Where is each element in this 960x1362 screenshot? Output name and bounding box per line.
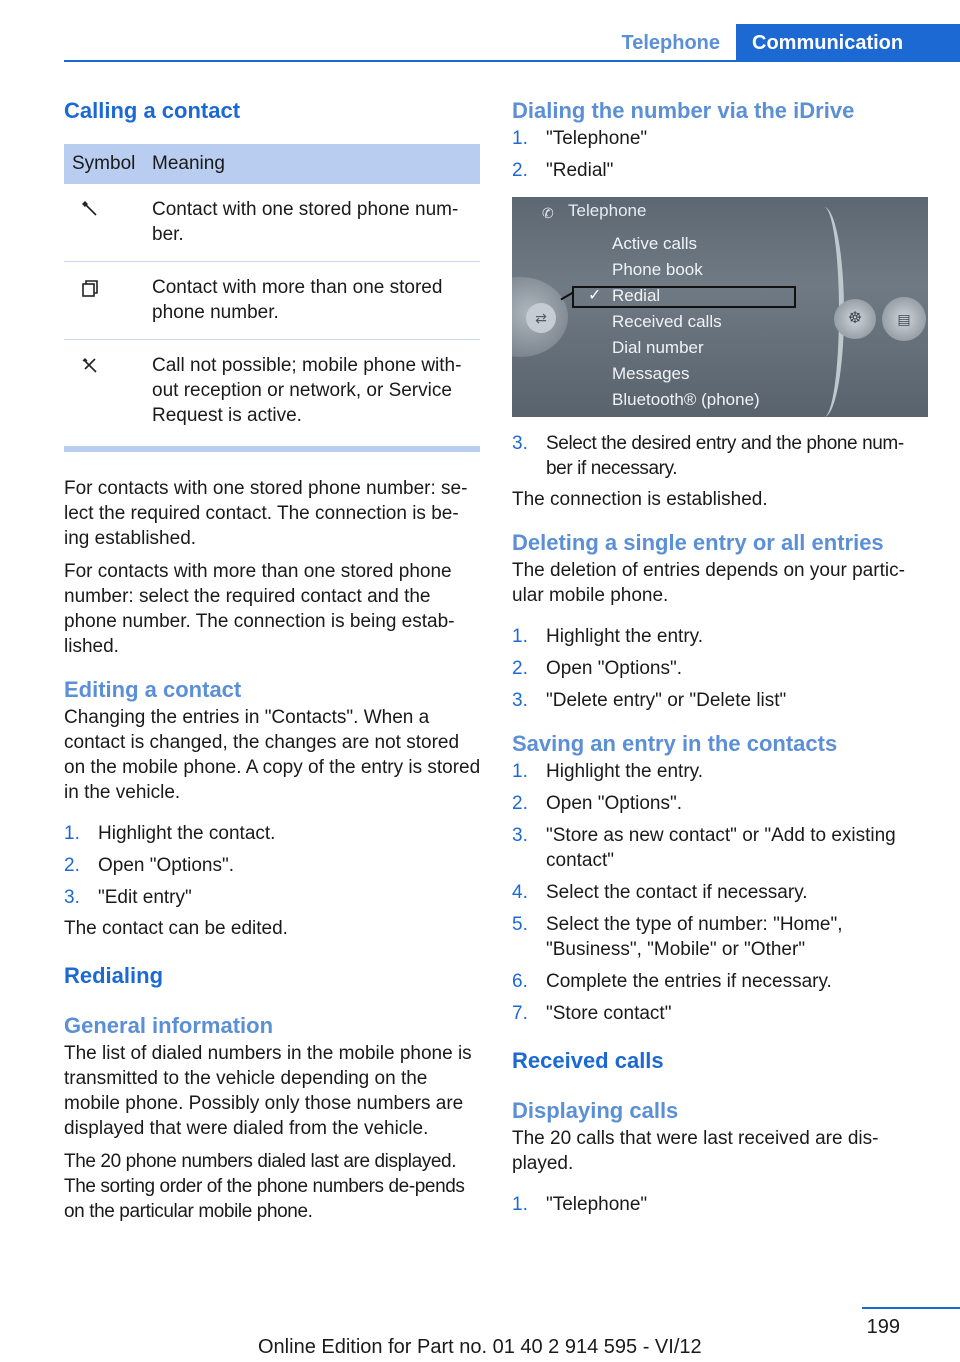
col-meaning: Meaning [152,153,225,174]
editing-paragraph: Changing the entries in "Contacts". When a contact is changed, the changes are not stored on the mobile phone. A copy of the entry is stored in the vehicle. [64,707,481,803]
step-text: Highlight the entry. [546,761,704,782]
table-cell-meaning: Contact with one stored phone num-ber. [152,199,459,245]
step-number: 2. [512,793,528,814]
menu-item-bluetooth[interactable]: Bluetooth® (phone) [612,390,760,409]
page-number: 199 [866,1316,900,1338]
step-number: 7. [512,1003,528,1024]
list-item [512,823,928,873]
step-number: 2. [512,658,528,679]
redialing-heading: Redialing [64,963,164,988]
list-item [512,880,928,905]
step-text: Complete the entries if necessary. [546,971,832,992]
col-symbol: Symbol [72,153,136,174]
step-text: Highlight the entry. [546,626,704,647]
step-number: 2. [512,160,528,181]
step-number: 1. [512,761,528,782]
list-item [64,821,482,846]
list-item [512,126,928,151]
step-text: Open "Options". [546,793,683,814]
single-contact-icon [64,197,152,247]
deleting-steps [512,624,928,713]
table-cell-meaning: Call not possible; mobile phone with-out reception or network, or Service Request is active. [152,355,462,426]
list-item [512,912,928,962]
step-text: "Store as new contact" or "Add to existing contact" [546,825,896,871]
editing-steps [64,821,482,910]
right-column [512,96,928,1217]
telephone-icon: ✆ [542,205,554,221]
step-number: 6. [512,971,528,992]
step-number: 5. [512,914,528,935]
screen-menu [612,231,760,413]
symbol-table [64,144,480,452]
step-number: 1. [64,823,80,844]
menu-item-redial[interactable]: Redial [612,286,661,305]
step-text: Open "Options". [546,658,683,679]
idrive-screen [512,197,928,417]
step-number: 3. [512,433,528,454]
step-number: 3. [512,825,528,846]
dialing-steps-continued [512,431,928,481]
header-rule [64,60,960,62]
saving-heading: Saving an entry in the contacts [512,731,838,756]
list-item [64,853,482,878]
table-row [64,262,480,340]
dialing-steps [512,126,928,183]
step-number: 4. [512,882,528,903]
general-paragraph-one: The list of dialed numbers in the mobile phone is transmitted to the vehicle depending on the mobile phone. Possibly only those numbers are displayed that were dialed from the vehicle. [64,1043,472,1139]
table-row [64,184,480,262]
step-text: Select the type of number: "Home", "Business", "Mobile" or "Other" [546,914,843,960]
saving-steps [512,759,928,1026]
edition-line: Online Edition for Part no. 01 40 2 914 595 - VI/12 [258,1336,702,1358]
step-text: "Delete entry" or "Delete list" [546,690,787,711]
displaying-paragraph: The 20 calls that were last received are dis-played. [512,1128,879,1174]
menu-item-phone-book[interactable]: Phone book [612,260,703,279]
step-text: "Store contact" [546,1003,672,1024]
step-text: "Telephone" [546,128,648,149]
displaying-calls-heading: Displaying calls [512,1098,679,1123]
list-item [512,158,928,183]
list-item [64,885,482,910]
general-information-heading: General information [64,1013,274,1038]
table-footer-bar [64,446,480,452]
tab-telephone[interactable]: Telephone [621,32,720,54]
options-icon: ▤ [882,297,926,341]
footer-rule [862,1307,960,1309]
controller-arrows-icon: ⇄ [526,303,556,333]
menu-item-active-calls[interactable]: Active calls [612,234,698,253]
step-text: Open "Options". [98,855,235,876]
list-item [512,791,928,816]
deleting-heading: Deleting a single entry or all entries [512,530,884,555]
menu-item-messages[interactable]: Messages [612,364,690,383]
screen-title: Telephone [568,201,647,220]
step-text: Highlight the contact. [98,823,276,844]
step-text: "Edit entry" [98,887,192,908]
step-text: "Telephone" [546,1194,648,1215]
step-number: 1. [512,128,528,149]
step-text: Select the contact if necessary. [546,882,808,903]
checkmark-icon: ✓ [588,287,602,304]
editing-result: The contact can be edited. [64,918,288,939]
table-cell-meaning: Contact with more than one stored phone number. [152,277,443,323]
paragraph-multiple-numbers: For contacts with more than one stored phone number: select the required contact and the phone number. The connection is being estab-lished. [64,561,455,657]
step-number: 3. [64,887,80,908]
multi-contact-icon [64,275,152,325]
table-header [64,144,480,184]
handsfree-icon: ☸ [834,299,876,339]
step-number: 2. [64,855,80,876]
editing-contact-heading: Editing a contact [64,677,242,702]
paragraph-one-number: For contacts with one stored phone number: se-lect the required contact. The connection is be-ing established. [64,478,468,549]
list-item [512,656,928,681]
menu-item-dial-number[interactable]: Dial number [612,338,704,357]
list-item [512,759,928,784]
list-item [512,1001,928,1026]
dialing-result: The connection is established. [512,489,768,510]
left-column [64,96,482,1224]
list-item [512,624,928,649]
table-row [64,340,480,446]
step-number: 1. [512,626,528,647]
displaying-steps [512,1192,928,1217]
step-number: 1. [512,1194,528,1215]
received-calls-heading: Received calls [512,1048,664,1073]
step-text: "Redial" [546,160,614,181]
menu-item-received-calls[interactable]: Received calls [612,312,722,331]
step-number: 3. [512,690,528,711]
no-call-icon [64,353,152,428]
list-item [512,688,928,713]
list-item [512,969,928,994]
list-item [512,1192,928,1217]
calling-contact-heading: Calling a contact [64,98,241,123]
step-text: Select the desired entry and the phone num-ber if necessary. [546,433,904,479]
tab-communication[interactable]: Communication [736,24,960,62]
list-item [512,431,928,481]
dialing-heading: Dialing the number via the iDrive [512,98,855,123]
general-paragraph-two: The 20 phone numbers dialed last are displayed. The sorting order of the phone numbers de-pends on the particular mobile phone. [64,1151,465,1222]
deleting-paragraph: The deletion of entries depends on your partic-ular mobile phone. [512,560,905,606]
